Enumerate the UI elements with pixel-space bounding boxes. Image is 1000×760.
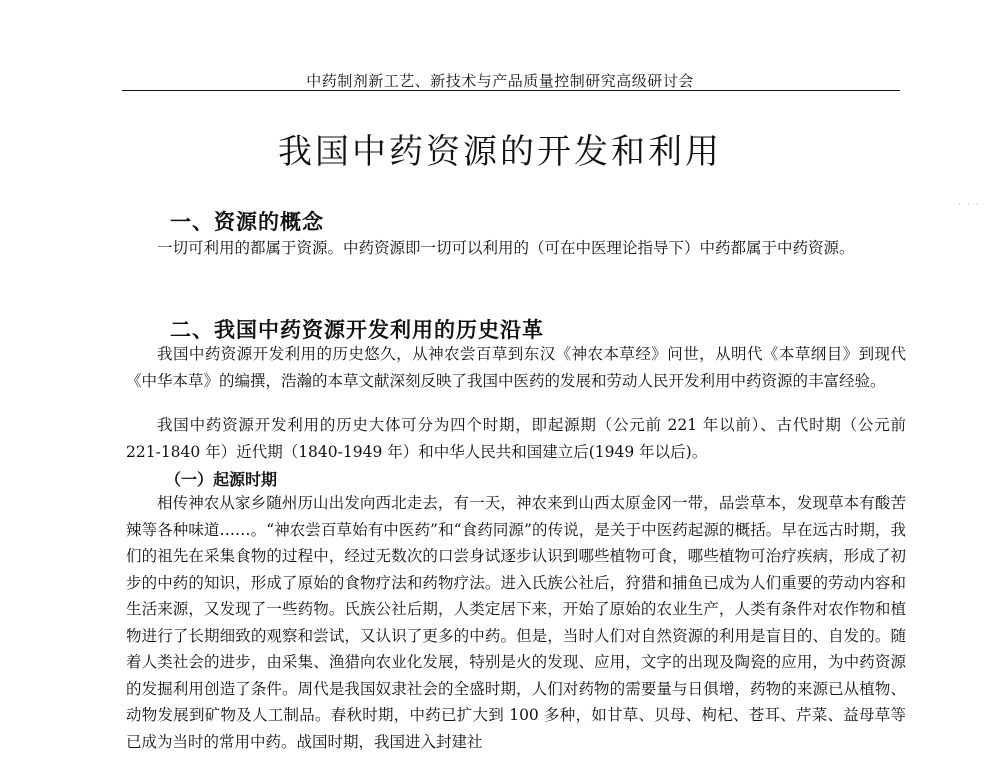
section-1-paragraph: 一切可利用的都属于资源。中药资源即一切可以利用的（可在中医理论指导下）中药都属于中药资源。 bbox=[157, 239, 855, 257]
section-2-heading: 二、我国中药资源开发利用的历史沿革 bbox=[170, 318, 544, 342]
paper-title: 我国中药资源的开发和利用 bbox=[278, 132, 722, 172]
section-2-paragraph-2: 我国中药资源开发利用的历史大体可分为四个时期，即起源期（公元前 221 年以前）、古代时期（公元前 221-1840 年）近代期（1840-1949 年）和中华人民共和国建立后(1949 年以后)。 bbox=[126, 416, 906, 461]
subsection-origin-heading: （一）起源时期 bbox=[165, 470, 278, 489]
header-rule bbox=[122, 90, 900, 91]
section-2-paragraph-1: 我国中药资源开发利用的历史悠久，从神农尝百草到东汉《神农本草经》问世，从明代《本草纲目》到现代《中华本草》的编撰，浩瀚的本草文献深刻反映了我国中医药的发展和劳动人民开发利用中药资源的丰富经验。 bbox=[126, 345, 906, 390]
scan-artifact: · · · bbox=[958, 200, 981, 209]
section-1-heading: 一、资源的概念 bbox=[170, 210, 324, 234]
running-header: 中药制剂新工艺、新技术与产品质量控制研究高级研讨会 bbox=[306, 72, 694, 90]
subsection-origin-paragraph: 相传神农从家乡随州历山出发向西北走去，有一天，神农来到山西太原金冈一带，品尝草本，发现草本有酸苦辣等各种味道……。“神农尝百草始有中医药”和“食药同源”的传说，是关于中医药起源的概括。早在远古时期，我们的祖先在采集食物的过程中，经过无数次的口尝身试逐步认识到哪些植物可食，哪些植物可治疗疾病，形成了初步的中药的知识，形成了原始的食物疗法和药物疗法。进入氏族公社后，狩猎和捕鱼已成为人们重要的劳动内容和生活来源，又发现了一些药物。氏族公社后期，人类定居下来，开始了原始的农业生产，人类有条件对农作物和植物进行了长期细致的观察和尝试，又认识了更多的中药。但是，当时人们对自然资源的利用是盲目的、自发的。随着人类社会的进步，由采集、渔猎向农业化发展，特别是火的发现、应用，文字的出现及陶瓷的应用，为中药资源的发掘利用创造了条件。周代是我国奴隶社会的全盛时期，人们对药物的需要量与日俱增，药物的来源已从植物、动物发展到矿物及人工制品。春秋时期，中药已扩大到 100 多种，如甘草、贝母、枸杞、苍耳、芹菜、益母草等已成为当时的常用中药。战国时期，我国进入封建社 bbox=[126, 494, 906, 751]
